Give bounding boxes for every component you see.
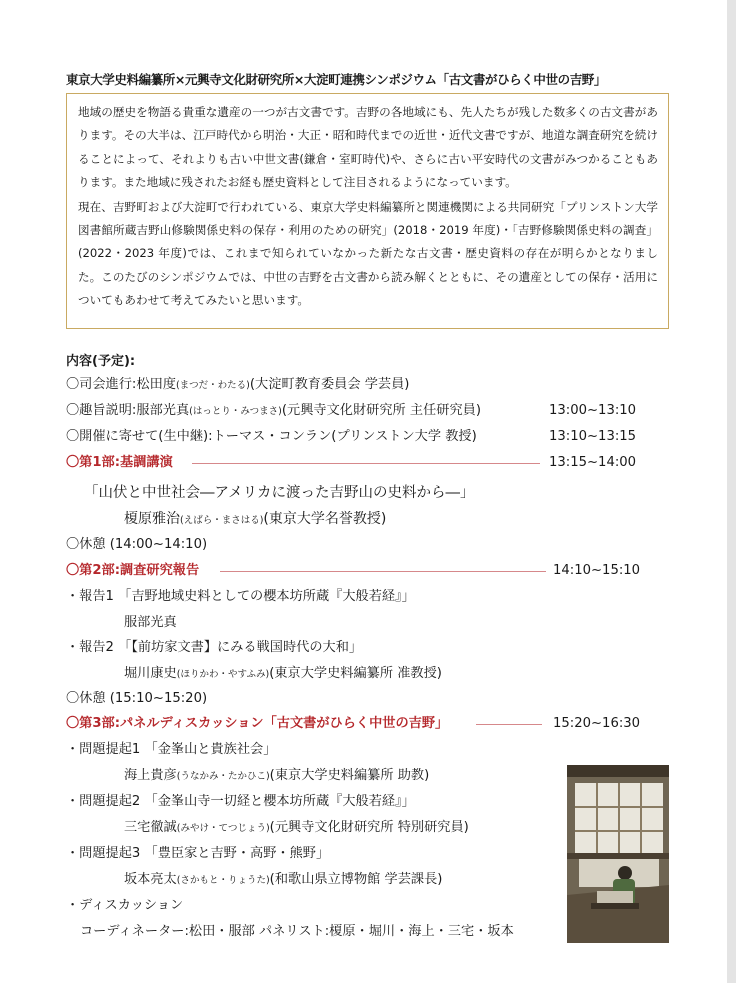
issue1-speaker-ruby: (うなかみ・たかひこ): [176, 771, 270, 782]
issue1-title: ・問題提起1 「金峯山と貴族社会」: [66, 742, 277, 757]
greeting-time: 13:10~13:15: [549, 429, 637, 444]
intro-talk-prefix: 〇趣旨説明:服部光真: [66, 403, 190, 418]
panel-line: コーディネーター:松田・服部 パネリスト:榎原・堀川・海上・三宅・坂本: [80, 924, 514, 939]
part1-speaker-name: 榎原雅治: [124, 511, 180, 527]
part3-label: 〇第3部:パネルディスカッション「古文書がひらく中世の吉野」: [66, 716, 449, 731]
intro-talk-line: [66, 400, 481, 422]
report2-speaker-ruby: (ほりかわ・やすふみ): [176, 669, 270, 680]
contents-heading: 内容(予定):: [66, 354, 136, 369]
part3-rule: [476, 724, 542, 725]
mc-ruby: (まつだ・わたる): [175, 380, 250, 391]
part1-time: 13:15~14:00: [549, 455, 637, 470]
mc-line: [66, 374, 409, 396]
intro-paragraph-2: 現在、吉野町および大淀町で行われている、東京大学史料編纂所と関連機関による共同研究「プリンストン大学図書館所蔵吉野山修験関係史料の保存・利用のための研究」(2018・2019 年度)・「吉野修験関係史料の調査」(2022・2023 年度)では、これまで知られていなかった新たな古文書・歴史資料の存在が明らかとなりました。このたびのシンポジウムでは、中世の吉野を古文書から読み解くとともに、その遺産としての保存・活用についてもあわせて考えてみたいと思います。: [78, 199, 658, 308]
intro-paragraph-1: 地域の歴史を物語る貴重な遺産の一つが古文書です。吉野の各地域にも、先人たちが残した数多くの古文書があります。その大半は、江戸時代から明治・大正・昭和時代までの近世・近代文書ですが、地道な調査研究を続けることによって、それよりも古い中世文書(鎌倉・室町時代)や、さらに古い平安時代の文書がみつかることもあります。また地域に残されたお経も歴史資料として注目されるようになっています。: [78, 105, 658, 190]
part1-lecture-title: 「山伏と中世社会―アメリカに渡った吉野山の史料から―」: [84, 485, 475, 501]
page-title: 東京大学史料編纂所×元興寺文化財研究所×大淀町連携シンポジウム「古文書がひらく中世の吉野」: [66, 72, 607, 87]
break2-line: 〇休憩 (15:10~15:20): [66, 691, 208, 706]
intro-box: [66, 93, 669, 329]
issue3-speaker: [124, 869, 442, 891]
issue3-title: ・問題提起3 「豊臣家と吉野・高野・熊野」: [66, 846, 330, 861]
part3-time: 15:20~16:30: [553, 716, 641, 731]
part2-rule: [220, 571, 546, 572]
issue2-speaker-affiliation: (元興寺文化財研究所 特別研究員): [269, 820, 469, 835]
intro-talk-ruby: (はっとり・みつまさ): [189, 406, 282, 417]
issue2-speaker-ruby: (みやけ・てつじょう): [176, 823, 270, 834]
part1-label: 〇第1部:基調講演: [66, 455, 173, 470]
page-edge: [727, 0, 736, 983]
greeting-line: 〇開催に寄せて(生中継):トーマス・コンラン(プリンストン大学 教授): [66, 429, 477, 444]
mc-prefix: 〇司会進行:松田度: [66, 377, 176, 392]
report2-speaker: [124, 663, 442, 685]
intro-talk-suffix: (元興寺文化財研究所 主任研究員): [281, 403, 481, 418]
break1-line: 〇休憩 (14:00~14:10): [66, 537, 208, 552]
report2-speaker-affiliation: (東京大学史料編纂所 准教授): [269, 666, 442, 681]
report2-title: ・報告2 「【前坊家文書】にみる戦国時代の大和」: [66, 640, 363, 655]
part2-label: 〇第2部:調査研究報告: [66, 563, 200, 578]
intro-talk-time: 13:00~13:10: [549, 403, 637, 418]
part2-time: 14:10~15:10: [553, 563, 641, 578]
discussion-line: ・ディスカッション: [66, 898, 184, 913]
issue3-speaker-ruby: (さかもと・りょうた): [176, 875, 270, 886]
temple-room-photo: [567, 765, 669, 943]
issue1-speaker-name: 海上貴彦: [124, 768, 177, 783]
report1-title: ・報告1 「吉野地域史料としての櫻本坊所蔵『大般若経』」: [66, 589, 415, 604]
part1-rule: [192, 463, 540, 464]
issue3-speaker-name: 坂本亮太: [124, 872, 177, 887]
report1-speaker: 服部光真: [124, 615, 177, 630]
issue2-speaker: [124, 817, 469, 839]
issue1-speaker: [124, 765, 429, 787]
mc-suffix: (大淀町教育委員会 学芸員): [249, 377, 410, 392]
report2-speaker-name: 堀川康史: [124, 666, 177, 681]
part1-speaker: [124, 508, 386, 530]
part1-speaker-affiliation: (東京大学名誉教授): [263, 511, 387, 527]
issue2-title: ・問題提起2 「金峯山寺一切経と櫻本坊所蔵『大般若経』」: [66, 794, 415, 809]
issue1-speaker-affiliation: (東京大学史料編纂所 助教): [269, 768, 430, 783]
photo-illustration: [567, 765, 669, 943]
part1-speaker-ruby: (えばら・まさはる): [180, 515, 264, 526]
issue2-speaker-name: 三宅徹誠: [124, 820, 177, 835]
issue3-speaker-affiliation: (和歌山県立博物館 学芸課長): [269, 872, 443, 887]
